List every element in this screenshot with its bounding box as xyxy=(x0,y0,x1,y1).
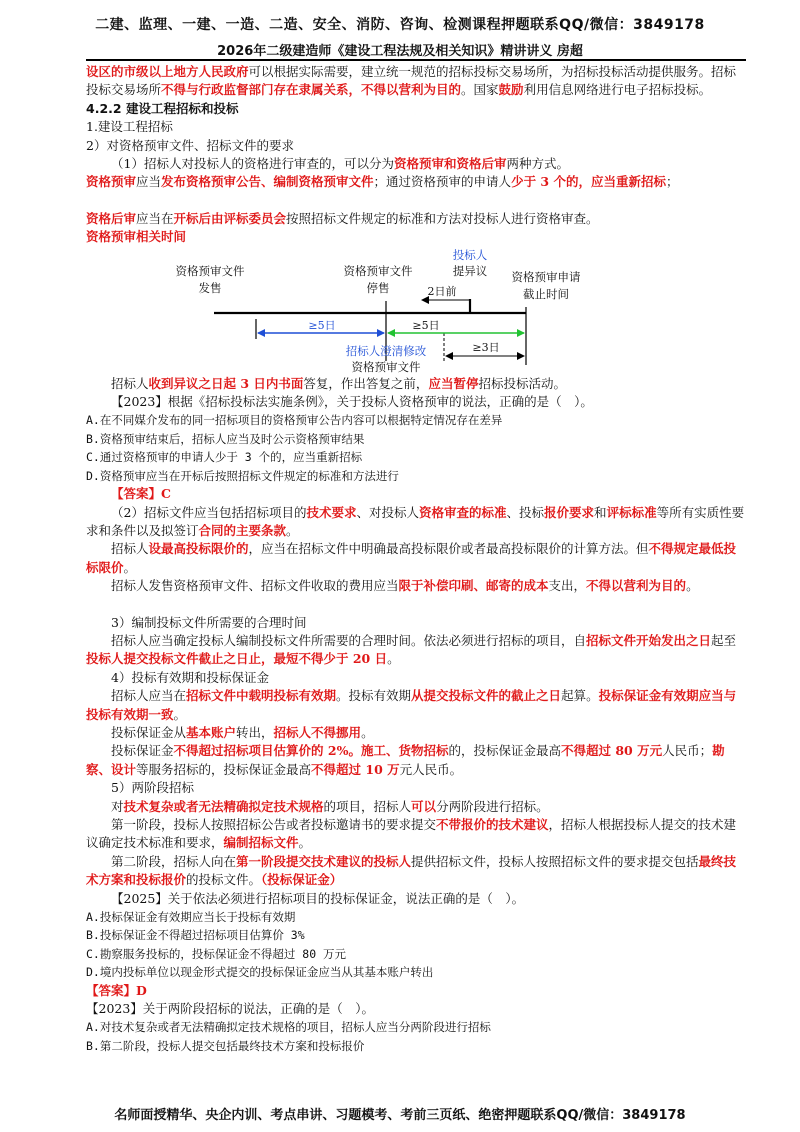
highlight: 合同的主要条款 xyxy=(198,522,287,538)
text: 招标人 xyxy=(111,541,149,557)
highlight: （投标保证金） xyxy=(261,872,343,888)
highlight: 技术要求 xyxy=(306,504,357,520)
highlight: 编制招标文件 xyxy=(223,835,299,851)
text: 。 xyxy=(686,578,699,594)
text: 。 xyxy=(298,835,312,851)
highlight: 投标保证金有效期应当与投标有效期一致 xyxy=(86,688,737,722)
label-issue-2: 发售 xyxy=(198,280,222,295)
label-stop-2: 停售 xyxy=(366,280,390,295)
text: ； xyxy=(665,174,679,190)
question-3-option-a: A.对技术复杂或者无法精确拟定技术规格的项目，招标人应当分两阶段进行招标 xyxy=(86,1020,491,1035)
highlight: 不带报价的技术建议 xyxy=(436,817,549,832)
highlight: 招标文件开始发出之日 xyxy=(586,632,712,648)
question-2-answer: 【答案】D xyxy=(86,982,147,998)
text: 。投标有效期 xyxy=(336,688,412,704)
question-1-option-c: C.通过资格预审的申请人少于 3 个的，应当重新招标 xyxy=(86,450,363,465)
text: ；通过资格预审的申请人 xyxy=(373,174,512,190)
highlight: 不得规定最低投标限价 xyxy=(86,541,737,575)
text: 转出， xyxy=(236,724,274,740)
text: ，招标人根据投标人提交的技术建议确定技术标准和要求， xyxy=(86,817,737,851)
highlight: 发布资格预审公告、编制资格预审文件 xyxy=(161,174,374,190)
label-5days-blue: ≥5日 xyxy=(308,318,336,332)
text: 投标保证金从 xyxy=(111,724,187,740)
document-body xyxy=(86,63,746,1055)
highlight: 招标文件中载明投标有效期 xyxy=(186,688,337,704)
label-3days: ≥3日 xyxy=(472,340,500,354)
text: 。 xyxy=(173,706,187,722)
page-title: 2026年二级建造师《建设工程法规及相关知识》精讲讲义 房超 xyxy=(217,44,583,59)
label-deadline-2: 截止时间 xyxy=(523,286,569,301)
text: 可以根据实际需要，建立统一规范的招标投标交易场所，为招标投标活动提供服务。招标投标交易场所 xyxy=(86,64,737,98)
prequalification-paragraph xyxy=(86,173,746,191)
qualification-paragraph xyxy=(86,155,746,173)
label-objection-1: 投标人 xyxy=(452,247,488,262)
highlight: 不得与行政监督部门存在隶属关系，不得以营利为目的 xyxy=(161,82,462,98)
text: （1）招标人对投标人的资格进行审查的，可以分为 xyxy=(111,156,394,172)
question-2-option-b: B.投标保证金不得超过招标项目估算价 3% xyxy=(86,928,305,943)
text: 答复，作出答复之前， xyxy=(303,375,429,391)
question-1-stem: 【2023】根据《招标投标法实施条例》，关于投标人资格预审的说法，正确的是（ ）。 xyxy=(111,394,593,410)
highlight: 投标人提交投标文件截止之日止，最短不得少于 20 日 xyxy=(86,651,388,667)
text: ，应当在招标文件中明确最高投标限价或者最高投标限价的计算方法。但 xyxy=(248,541,649,557)
highlight: 资格预审 xyxy=(86,174,137,190)
text: 对 xyxy=(111,798,124,814)
text: 的项目，招标人 xyxy=(323,798,412,814)
highlight: 鼓励 xyxy=(498,82,524,98)
price-limit-paragraph xyxy=(86,540,746,577)
label-stop-1: 资格预审文件 xyxy=(343,263,413,278)
text: 支出， xyxy=(548,578,587,594)
question-1-option-d: D.资格预审应当在开标后按照招标文件规定的标准和方法进行 xyxy=(86,468,399,483)
timeline-diagram xyxy=(86,247,746,375)
question-3-option-b: B.第二阶段，投标人提交包括最终技术方案和投标报价 xyxy=(86,1038,365,1053)
highlight: 资格后审 xyxy=(86,210,137,226)
label-objection-2: 提异议 xyxy=(452,263,488,278)
section-heading: 4.2.2 建设工程招标和投标 xyxy=(86,100,239,116)
text: 。国家 xyxy=(461,82,499,98)
text: 招标投标活动。 xyxy=(478,375,566,391)
question-2-option-d: D.境内投标单位以现金形式提交的投标保证金应当从其基本账户转出 xyxy=(86,965,434,980)
text: 提供招标文件，投标人按照招标文件的要求提交包括 xyxy=(411,853,699,869)
highlight: 基本账户 xyxy=(186,724,237,740)
highlight: 设最高投标限价的 xyxy=(148,541,249,557)
text: 按照招标文件规定的标准和方法对投标人进行资格审查。 xyxy=(286,210,599,226)
preparation-time-paragraph xyxy=(86,632,746,669)
text: 和 xyxy=(594,504,607,520)
text: 招标人应当在 xyxy=(111,688,187,704)
subheading-3: 3）编制投标文件所需要的合理时间 xyxy=(111,614,307,630)
text: 投标保证金 xyxy=(111,743,174,759)
tender-document-paragraph xyxy=(86,504,746,541)
timeline-title: 资格预审相关时间 xyxy=(86,229,187,245)
text: 、对投标人 xyxy=(356,504,419,520)
fee-paragraph xyxy=(86,577,746,595)
subheading-5: 5）两阶段招标 xyxy=(111,780,194,796)
highlight: 最终技术方案和投标报价 xyxy=(86,853,737,888)
text: 两种方式。 xyxy=(506,156,569,172)
text: 人民币； xyxy=(662,743,713,759)
text: 。 xyxy=(361,724,374,740)
question-2-option-c: C.勘察服务投标的，投标保证金不得超过 80 万元 xyxy=(86,946,347,961)
highlight: 评标标准 xyxy=(606,504,657,520)
text: 应当 xyxy=(136,174,162,190)
question-2-stem: 【2025】关于依法必须进行招标项目的投标保证金，说法正确的是（ ）。 xyxy=(111,890,525,906)
subheading-1: 1.建设工程招标 xyxy=(86,119,173,135)
question-1-option-b: B.资格预审结束后，招标人应当及时公示资格预审结果 xyxy=(86,431,365,446)
highlight: 限于补偿印刷、邮寄的成本 xyxy=(398,578,549,594)
label-clarify-1: 招标人澄清修改 xyxy=(345,343,427,358)
highlight: 不得超过 10 万 xyxy=(311,761,400,777)
highlight: 收到异议之日起 3 日内书面 xyxy=(148,375,304,391)
validity-paragraph xyxy=(86,687,746,724)
text: 。 xyxy=(286,522,299,538)
header-divider xyxy=(86,59,746,61)
highlight: 技术复杂或者无法精确拟定技术规格 xyxy=(123,798,324,814)
text: 等所有实质性要求和条件以及拟签订 xyxy=(86,504,745,538)
postqualification-paragraph xyxy=(86,210,746,228)
intro-paragraph xyxy=(86,63,746,100)
question-1-answer: 【答案】C xyxy=(111,486,171,502)
highlight: 不得超过 80 万元 xyxy=(560,743,663,759)
text: 招标人发售资格预审文件、招标文件收取的费用应当 xyxy=(111,578,399,594)
text: 分两阶段进行招标。 xyxy=(436,798,549,814)
bond-account-paragraph xyxy=(86,724,746,742)
highlight: 资格预审和资格后审 xyxy=(393,156,507,172)
highlight: 不得超过招标项目估算价的 2%。施工、货物招标 xyxy=(173,743,449,759)
text: 招标人 xyxy=(111,375,149,391)
label-clarify-2: 资格预审文件 xyxy=(351,359,421,374)
text: 。 xyxy=(387,651,400,667)
header-contact: 二建、监理、一建、一造、二造、安全、消防、咨询、检测课程押题联系QQ/微信：3849178 xyxy=(95,17,705,33)
text: 起至 xyxy=(711,632,737,648)
stage-2-paragraph xyxy=(86,853,746,890)
text: 第二阶段，招标人向在 xyxy=(111,853,237,869)
footer-contact: 名师面授精华、央企内训、考点串讲、习题模考、考前三页纸、绝密押题联系QQ/微信：3849178 xyxy=(114,1108,686,1123)
highlight: 勘察、设计 xyxy=(86,743,725,777)
text: 应当在 xyxy=(136,210,174,226)
highlight: 招标人不得挪用 xyxy=(273,724,362,740)
highlight: 第一阶段提交技术建议的投标人 xyxy=(236,853,412,869)
subheading-2: 2）对资格预审文件、招标文件的要求 xyxy=(86,137,294,153)
timeline-svg xyxy=(86,247,746,375)
text: 等服务招标的，投标保证金最高 xyxy=(136,761,312,777)
question-3-stem: 【2023】关于两阶段招标的说法，正确的是（ ）。 xyxy=(86,1001,375,1017)
text: 利用信息网络进行电子招标投标。 xyxy=(523,82,712,98)
text: 起算。 xyxy=(561,688,599,704)
stage-1-paragraph xyxy=(86,816,746,853)
highlight: 开标后由评标委员会 xyxy=(173,210,287,226)
text: 。 xyxy=(123,559,137,575)
text: 的投标文件。 xyxy=(186,872,262,888)
highlight: 少于 3 个的，应当重新招标 xyxy=(511,174,666,190)
text: 、投标 xyxy=(506,504,545,520)
two-stage-paragraph xyxy=(86,798,746,816)
highlight: 应当暂停 xyxy=(428,375,479,391)
text: 的，投标保证金最高 xyxy=(448,743,561,759)
highlight: 从提交投标文件的截止之日 xyxy=(411,688,562,704)
label-5days-green: ≥5日 xyxy=(412,318,440,332)
text: （2）招标文件应当包括招标项目的 xyxy=(111,504,307,520)
bond-limit-paragraph xyxy=(86,742,746,779)
text: 招标人应当确定投标人编制投标文件所需要的合理时间。依法必须进行招标的项目，自 xyxy=(111,632,587,648)
label-issue-1: 资格预审文件 xyxy=(175,263,245,278)
subheading-4: 4）投标有效期和投标保证金 xyxy=(111,669,269,685)
highlight: 资格审查的标准 xyxy=(419,504,507,520)
question-2-option-a: A.投标保证金有效期应当长于投标有效期 xyxy=(86,910,296,925)
highlight: 设区的市级以上地方人民政府 xyxy=(86,64,249,79)
text: 第一阶段，投标人按照招标公告或者投标邀请书的要求提交 xyxy=(111,817,437,832)
highlight: 可以 xyxy=(411,798,437,814)
question-1-option-a: A.在不同媒介发布的同一招标项目的资格预审公告内容可以根据特定情况存在差异 xyxy=(86,413,503,428)
objection-paragraph xyxy=(86,375,746,393)
highlight: 不得以营利为目的 xyxy=(586,578,687,594)
text: 元人民币。 xyxy=(399,761,463,777)
label-2days: 2日前 xyxy=(427,284,457,298)
label-deadline-1: 资格预审申请 xyxy=(511,269,581,284)
highlight: 报价要求 xyxy=(544,504,595,520)
